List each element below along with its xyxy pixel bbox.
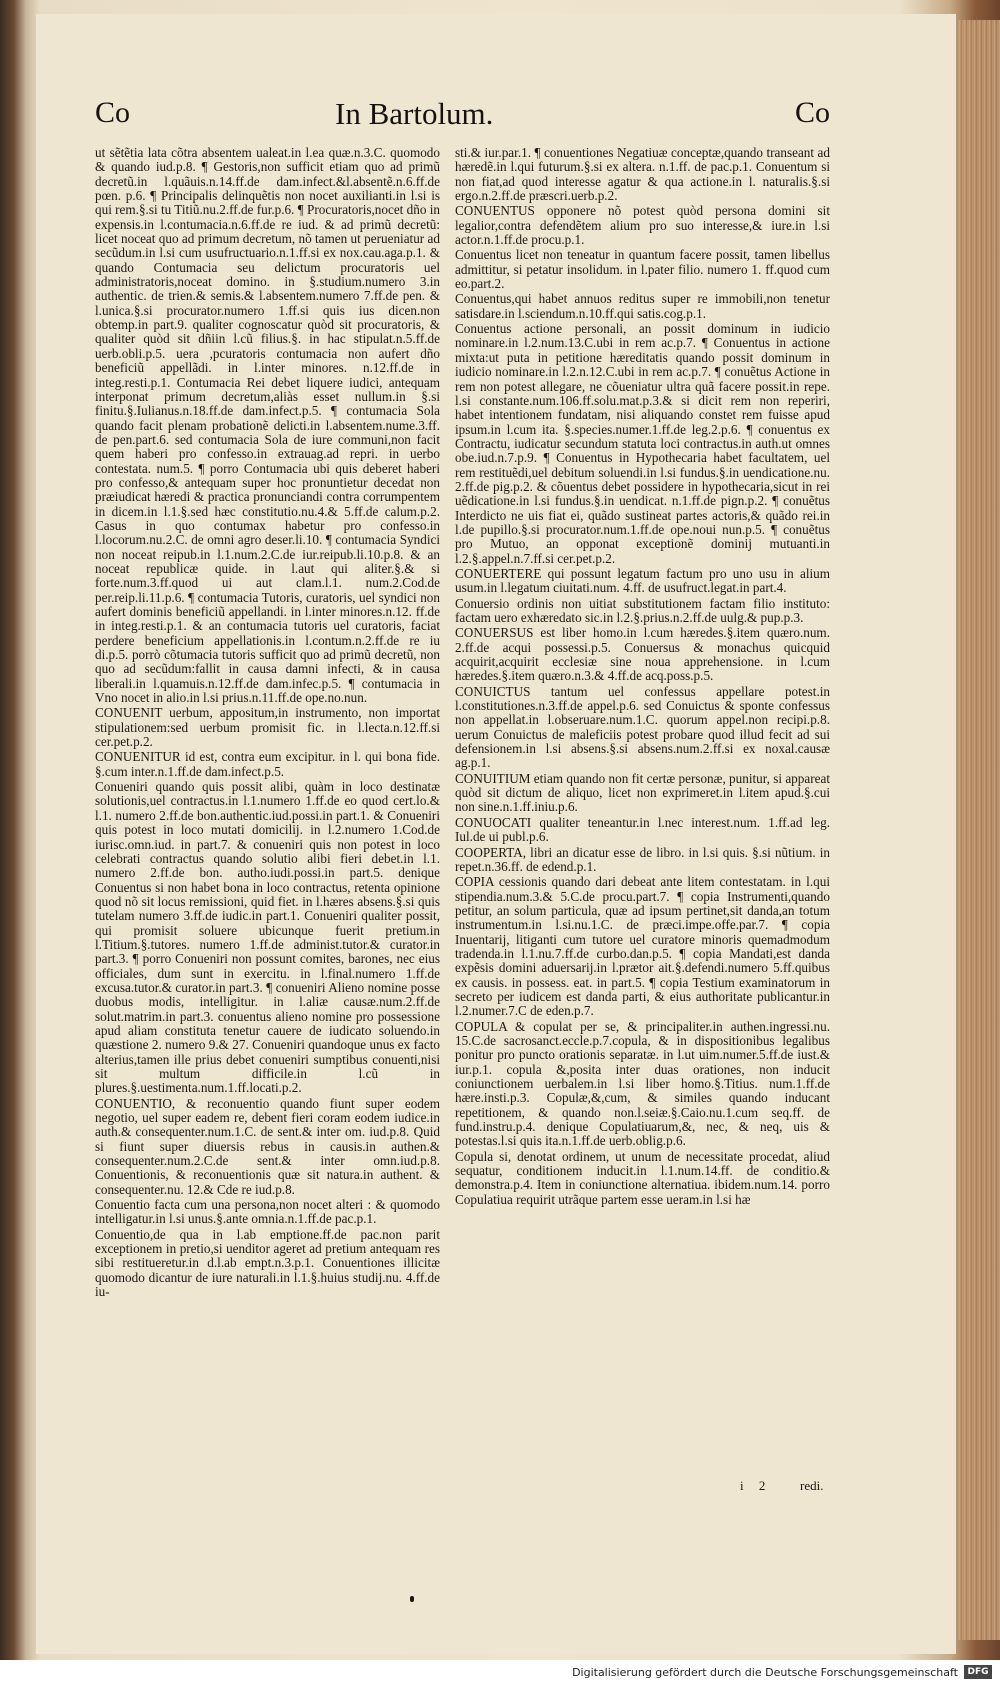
- paragraph: CONUERTERE qui possunt legatum factum pro uno usu in alium usum.in l.legatum ciuitati.num. 4.ff. de usufruct.legat.in part.4.: [455, 565, 830, 596]
- left-column: [95, 146, 440, 1301]
- paragraph: Conuersio ordinis non uitiat substitutionem factam filio instituto: factam uero exhæredato sic.in l.2.§.prius.n.2.ff.de uulg.& pup.p.3.: [455, 595, 830, 625]
- paragraph: CONUENITUR id est, contra eum excipitur. in l. qui bona fide. §.cum inter.n.1.ff.de dam.infect.p.5.: [95, 749, 440, 779]
- right-column: [455, 146, 830, 1208]
- paragraph: Conuentus licet non teneatur in quantum facere possit, tamen libellus admittitur, si petatur insolidum. in l.pater filio. numero 1. ff.quod cum eo.part.2.: [455, 247, 830, 292]
- footer-bar: [0, 1660, 1000, 1687]
- header-title: In Bartolum.: [335, 96, 494, 131]
- paragraph: ut sẽtẽtia lata cõtra absentem ualeat.in l.ea quæ.n.3.C. quomodo & quando iud.p.8. ¶ Gestoris,non sufficit etiam quo ad primũ decretũ.in l.quãuis.n.14.ff.de dam.infect.&l.absentẽ.n.6.ff.de pœn. p.6. ¶ Principalis delinquẽtis non nocet auxilianti.in l.si is qui rem.§.si tu Titiũ.nu.2.ff.de fur.p.6. ¶ Procuratoris,nocet dño in expensis.in l.contumacia.n.6.ff.de re iud. & ad primũ decretũ: licet noceat quo ad primum decretum, nõ tamen ut perueniatur ad secũdum.in l.si cum usufructuario.n.1.ff.si ex nox.cau.aga.p.1. & quando Contumacia seu delictum procuratoris uel administratoris,noceat domino. in §.studium.numero 3.in authentic. de trien.& semis.& l.absentem.numero 7.ff.de pen. & l.unica.§.si procurator.numero 1.ff.si quis ius dicen.non obtemp.in part.9. qualiter cognoscatur quòd sit procuratoris, & qualiter quòd sit dñiin l.cũ filius.§. in hac stipulat.n.5.ff.de uerb.obli.p.5. uera ,pcuratoris contumacia non aufert dño beneficiũ appellãdi. in l.inter minores. n.12.ff.de in integ.resti.p.1. Contumacia Rei debet liquere iudici, antequam interponat primum decretum,aliàs esset nullum.in §.si finitu.§.Iulianus.n.18.ff.de dam.infect.p.5. ¶ contumacia Sola quando facit plenam probationẽ delicti.in l.absentem.nume.3.ff. de pen.part.6. sed contumacia Sola de iure communi,non facit quem haberi pro confesso.in extrauag.ad repri. in uerbo contestata. num.5. ¶ porro Contumacia ubi quis deberet haberi pro confesso,& antequam super hoc pronuntietur decedat non præiudicat hæredi & practica pronunciandi contra corrumpentem in dicem.in l.1.§.sed hæc constitutio.nu.4.& 5.ff.de calum.p.2. Casus in quo contumax habetur pro confesso.in l.locorum.nu.2.C. de omni agro deser.li.10. ¶ contumacia Syndici non noceat reipub.in l.1.num.2.C.de iur.reipub.li.10.p.8. & an noceat republicæ quide. in l.aut qui aliter.§.& si forte.num.3.ff.quod ui aut clam.l.1. num.2.Cod.de per.reip.li.11.p.6. ¶ contumacia Tutoris, curatoris, uel syndici non aufert dominis beneficiũ appellandi. in l.inter minores.n.12. ff.de in integ.resti.p.1. & an contumacia tutoris uel curatoris, faciat perdere beneficium appellationis.in l.contum.n.2.ff.de re iu di.p.5. porrò cõtumacia tutoris sufficit quo ad primũ decretũ, non quo ad secũdum:fallit in causa damni infecti, & in causa liberali.in l.quamuis.n.12.ff.de dam.infec.p.5. ¶ contumacia in Vno nocet in alio.in l.si prius.n.11.ff.de ope.no.nun.: [95, 145, 440, 706]
- paragraph: CONUENTUS opponere nõ potest quòd persona domini sit legalior,contra defendẽtem alium pro suo interesse,& iure.in l.si actor.n.1.ff.de procu.p.1.: [455, 203, 830, 248]
- signature-mark: i 2: [740, 1478, 772, 1493]
- ink-dot: [410, 1596, 414, 1602]
- paragraph: Conuentus,qui habet annuos reditus super re immobili,non tenetur satisdare.in l.sciendum.n.10.ff.qui satis.cog.p.1.: [455, 291, 830, 321]
- paragraph: Conuentio facta cum una persona,non nocet alteri : & quomodo intelligatur.in l.si unus.§.ante omnia.n.1.ff.de pac.p.1.: [95, 1197, 440, 1227]
- paragraph: CONUICTUS tantum uel confessus appellare potest.in l.constitutiones.n.3.ff.de appel.p.6. sed Conuictus & sponte confessus non appellat.in l.obseruare.num.1.C. quorum appel.non recipi.p.8. uerum Conuictus de maleficiis potest probare quod illud fecit ad sui defensionem.in l.si absens.§.si absens.num.2.ff.si ex noxal.causæ ag.p.1.: [455, 683, 830, 771]
- page-edge: [958, 20, 1000, 1640]
- paragraph: Conuentus actione personali, an possit dominum in iudicio nominare.in l.2.num.13.C.ubi in rem ac.p.7. ¶ Conuentus in actione mixta:ut puta in petitione hæreditatis quando possit dominum in iudicio nominare.in l.2.n.12.C.ubi in rem ac.p.7. ¶ conuẽtus Actione in rem non potest allegare, ne cõueniatur ultra quã facere possit.in repe. l.si constante.num.106.ff.solu.mat.p.3.& si dicit rem non reperiri, habet intentionem fundatam, nisi aliquando constet rem fuisse apud ipsum.in l.cum ita. §.species.numer.1.ff.de leg.2.p.6. ¶ conuentus ex Contractu, iudicatur secundum statuta loci contractus.in auth.ut omnes obe.iud.n.7.p.9. ¶ Conuentus in Hypothecaria habet facultatem, uel rem restituẽdi,uel debitum soluendi.in l.si fundus.§.in uendicatione.nu. 2.ff.de pig.p.2. & cõuentus debet possidere in hypothecaria,sicut in rei uẽdicatione.in l.si fundus.§.in uendicat. n.1.ff.de pign.p.2. ¶ conuẽtus Interdicto ne uis fiat ei, quãdo sustineat partes actoris,& quãdo rei.in l.de pupillo.§.si procurator.num.1.ff.de ope.noui nun.p.5. ¶ conuẽtus pro Mutuo, an opponat exceptionẽ dominij mutuanti.in l.2.§.appel.n.7.ff.si cer.pet.p.2.: [455, 321, 830, 566]
- footer-credit: Digitalisierung gefördert durch die Deutsche Forschungsgemeinschaft: [572, 1666, 958, 1679]
- paragraph: CONUITIUM etiam quando non fit certæ personæ, punitur, si appareat quòd sit dictum de aliquo, licet non exprimeret.in l.item apud.§.cui non sine.n.1.ff.iniu.p.6.: [455, 770, 830, 815]
- catchword: redi.: [800, 1478, 824, 1493]
- paragraph: Conuentio,de qua in l.ab emptione.ff.de pac.non parit exceptionem in pretio,si uenditor ageret ad pretium antequam res sibi restitueretur.in d.l.ab empt.n.3.p.1. Conuentiones illicitæ quomodo dicantur de iure naturali.in l.1.§.huius studij.nu. 4.ff.de iu-: [95, 1226, 440, 1300]
- running-header: [95, 96, 830, 140]
- paragraph: sti.& iur.par.1. ¶ conuentiones Negatiuæ conceptæ,quando transeant ad hæredẽ.in l.qui futurum.§.si ex altera. n.1.ff. de pac.p.1. Conuentum si non fiat,ad quod interesse agatur & qua actione.in l. naturalis.§.si ergo.n.2.ff.de præscri.uerb.p.2.: [455, 145, 830, 204]
- paragraph: COOPERTA, libri an dicatur esse de libro. in l.si quis. §.si nũtium. in repet.n.36.ff. de edend.p.1.: [455, 844, 830, 874]
- paragraph: COPIA cessionis quando dari debeat ante litem contestatam. in l.qui stipendia.num.3.& 5.C.de procu.part.7. ¶ copia Instrumenti,quando petitur, an solum particula, quæ ad ipsum pertinet,sit danda,an totum instrumentum.in l.si.nu.1.C. de præci.impe.offe.par.7. ¶ copia Inuentarij, litiganti cum tutore uel curatore minoris quemadmodum tradenda.in l.1.nu.7.ff.de curbo.dan.p.5. ¶ copia Mandati,est danda expẽsis domini aduersarij.in l.prætor ait.§.defendi.numero 5.ff.quibus ex causis. in possess. eat. in part.5. ¶ copia Testium examinatorum in secreto per iudicem est danda parti, & eius authoritate publicantur.in l.2.numer.7.C de eden.p.7.: [455, 874, 830, 1019]
- paragraph: Copula si, denotat ordinem, ut unum de necessitate procedat, aliud sequatur, conditionem inducit.in l.1.num.14.ff. de conditio.& demonstra.p.4. Item in coniunctione alternatiua. ibidem.num.14. porro Copulatiua requirit utrãque partem esse ueram.in l.si hæ: [455, 1148, 830, 1207]
- paragraph: CONUENIT uerbum, appositum,in instrumento, non importat stipulationem:sed uerbum promisit fic. in l.lecta.n.12.ff.si cer.pet.p.2.: [95, 705, 440, 750]
- dfg-logo-icon: DFG: [964, 1665, 992, 1679]
- header-right: Co: [794, 96, 830, 129]
- paragraph: CONUENTIO, & reconuentio quando fiunt super eodem negotio, uel super eadem re, debent fieri coram eodem iudice.in auth.& consequenter.num.1.C. de sent.& inter om. iud.p.8. Quid si fiunt super diuersis rebus in causis.in authen.& consequenter.num.2.C.de sent.& inter omn.iud.p.8. Conuentionis, & reconuentionis quæ sit natura.in authent. & consequenter.nu. 12.& Cde re iud.p.8.: [95, 1095, 440, 1197]
- header-left: Co: [95, 96, 131, 129]
- paragraph: COPULA & copulat per se, & principaliter.in authen.ingressi.nu. 15.C.de sacrosanct.eccle.p.7.copula, & in dispositionibus legalibus ponitur pro puncto orationis separatæ. in l.ut uim.numer.5.ff.de iust.& iur.p.1. copula &,posita inter duas orationes, non inducit coniunctionem uerbalem.in l.si liber homo.§.Titius. num.1.ff.de hære.insti.p.3. Copulæ,&,cum, & similes quando inducant repetitionem, & quando non.l.seiæ.§.Caio.nu.1.cum seq.ff. de fund.instru.p.4. denique Copulatiuarum,&, nec, & neq, uis & potestas.l.si quis ita.n.1.ff.de uerb.oblig.p.6.: [455, 1018, 830, 1149]
- paragraph: Conueniri quando quis possit alibi, quàm in loco destinatæ solutionis,uel contractus.in l.1.numero 1.ff.de eo quod cert.lo.& l.1. numero 2.ff.de bon.authentic.iud.possi.in part.1. & Conueniri quis potest in loco mutati domicilij. in l.2.numero 1.Cod.de iurisc.omn.iud. in part.7. & conueniri quis non potest in loco celebrati contractus quando solutio alibi fieri debet.in l.1. numero 2.ff.de bon. autho.iudi.possi.in part.5. denique Conuentus si non habet bona in loco contractus, retenta opinione quod nõ sit locus remissioni, quid fiet. in l.hæres absens.§.si quis tutelam numero 3.ff.de iudic.in part.1. Conueniri qualiter possit, qui promisit soluere ubicunque fuerit pretium.in l.Titium.§.tutores. numero 1.ff.de administ.tutor.& curator.in part.3. ¶ porro Conueniri non possunt comites, barones, nec eius officiales, dum sunt in exercitu. in l.final.numero 1.ff.de excusa.tutor.& curator.in part.3. ¶ conueniri Alieno nomine posse duobus modis, intelligitur. in l.aliæ causæ.num.2.ff.de solut.matrim.in part.3. conuentus alieno nomine pro possessione apud aliam constituta tenetur cauere de iudicato soluendo.in quæstione 2. numero 9.& 27. Conueniri quandoque unus ex facto alterius,tamen ille prius debet conueniri sumptibus conuenti,nisi sit multum difficile.in l.cũ in plures.§.uestimenta.num.1.ff.locati.p.2.: [95, 779, 440, 1096]
- paragraph: CONUERSUS est liber homo.in l.cum hæredes.§.item quæro.num. 2.ff.de acqui possessi.p.5. Conuersus & monachus quicquid acquirit,acquirit ecclesiæ sine noua apprehensione. in l.cum hæredes.§.item quæro.n.3.& 4.ff.de acq.poss.p.5.: [455, 625, 830, 684]
- paragraph: CONUOCATI qualiter teneantur.in l.nec interest.num. 1.ff.ad leg. Iul.de ui publ.p.6.: [455, 814, 830, 845]
